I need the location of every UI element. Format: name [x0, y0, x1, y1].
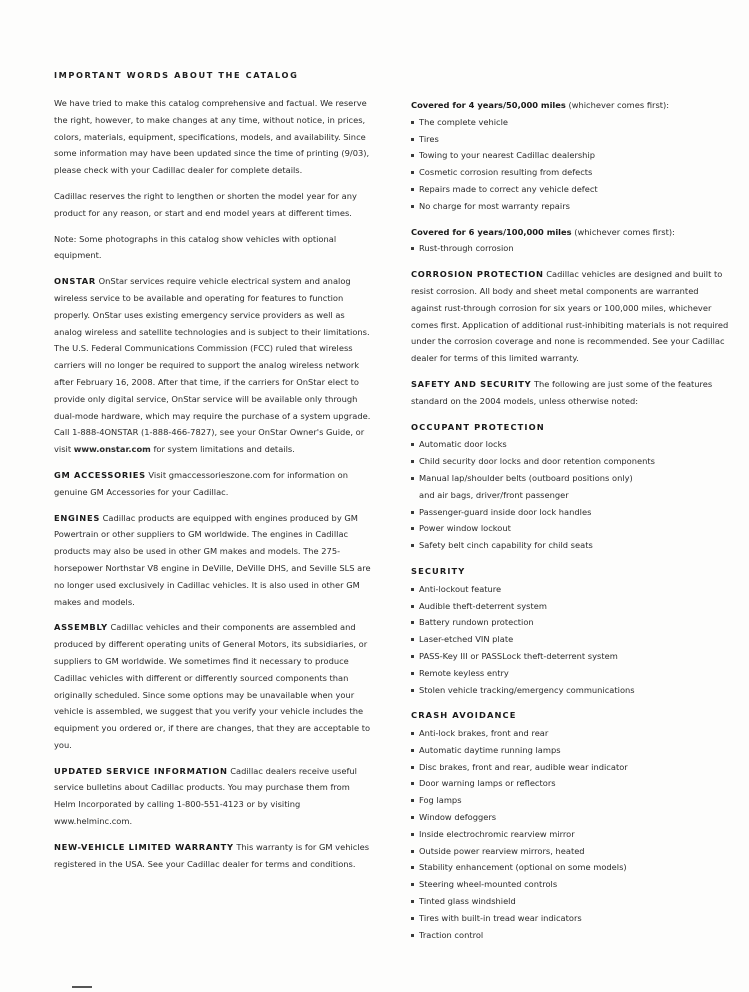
occupant-protection-heading: OCCUPANT PROTECTION — [411, 421, 545, 432]
list-item: Stability enhancement (optional on some models) — [411, 859, 731, 876]
list-item: Disc brakes, front and rear, audible wear indicator — [411, 759, 731, 776]
list-item: Stolen vehicle tracking/emergency communications — [411, 682, 731, 699]
security-list — [411, 581, 731, 699]
list-item: Steering wheel-mounted controls — [411, 876, 731, 893]
service-info-label: UPDATED SERVICE INFORMATION — [54, 765, 228, 776]
assembly-label: ASSEMBLY — [54, 622, 108, 633]
page-corner-mark — [72, 986, 92, 988]
accessories-label: GM ACCESSORIES — [54, 469, 146, 480]
crash-avoidance-list — [411, 725, 731, 943]
list-item: PASS-Key III or PASSLock theft-deterrent system — [411, 648, 731, 665]
safety-section — [411, 376, 731, 410]
right-column — [411, 97, 731, 952]
list-item: Automatic door locks — [411, 436, 731, 453]
list-item: Child security door locks and door retention components — [411, 453, 731, 470]
list-item: Anti-lockout feature — [411, 581, 731, 598]
list-item: Repairs made to correct any vehicle defect — [411, 181, 731, 198]
list-item: Rust-through corrosion — [411, 240, 731, 257]
engines-section — [54, 510, 374, 611]
warranty-section — [54, 839, 374, 873]
warranty-label: NEW-VEHICLE LIMITED WARRANTY — [54, 841, 234, 852]
engines-label: ENGINES — [54, 512, 100, 523]
coverage-6yr-list — [411, 240, 731, 257]
safety-label: SAFETY AND SECURITY — [411, 378, 532, 389]
onstar-link[interactable]: www.onstar.com — [73, 444, 151, 455]
assembly-text: Cadillac vehicles and their components are assembled and produced by different operating units of General Motors, its subsidiaries, or suppliers to GM worldwide. We sometimes find it necessary to produce Cadillac vehicles with different or differently sourced components than originally scheduled. Since some options may be unavailable when your vehicle is assembled, we suggest that you verify your vehicle includes the equipment you ordered or, if there are changes, that they are acceptable to you. — [54, 622, 371, 750]
assembly-section — [54, 619, 374, 753]
list-item: Power window lockout — [411, 520, 731, 537]
onstar-label: ONSTAR — [54, 276, 96, 287]
list-item: No charge for most warranty repairs — [411, 198, 731, 215]
coverage-4yr-label: Covered for 4 years/50,000 miles — [411, 100, 566, 110]
list-item: Traction control — [411, 927, 731, 944]
coverage-6yr-note: (whichever comes first): — [574, 226, 675, 237]
list-item: Tinted glass windshield — [411, 893, 731, 910]
list-item — [411, 470, 731, 504]
intro-paragraph: We have tried to make this catalog comprehensive and factual. We reserve the right, however, to make changes at any time, without notice, in prices, colors, materials, equipment, specifications, models, and availability. Since some information may have been updated since the time of printing (9/03), please check with your Cadillac dealer for complete details. — [54, 98, 370, 176]
list-item: Safety belt cinch capability for child seats — [411, 537, 731, 554]
coverage-4yr-list — [411, 114, 731, 215]
coverage-6yr-label: Covered for 6 years/100,000 miles — [411, 226, 572, 237]
list-item-continuation: and air bags, driver/front passenger — [419, 489, 569, 500]
onstar-text: OnStar services require vehicle electrical system and analog wireless service to be available and operating for features to function properly. OnStar uses existing emergency service providers as well as analog wireless and satellite technologies and is subject to their limitations. The U.S. Federal Communications Commission (FCC) ruled that wireless carriers will no longer be required to support the analog wireless network after February 16, 2008. After that time, if the carriers for OnStar elect to provide only digital service, OnStar service will be available only through dual-mode hardware, which may require the purchase of a system upgrade. Call 1-888-4ONSTAR (1-888-466-7827), see your OnStar Owner's Guide, or visit — [54, 276, 371, 455]
list-item: Passenger-guard inside door lock handles — [411, 504, 731, 521]
list-item: Tires with built-in tread wear indicators — [411, 910, 731, 927]
list-item: Outside power rearview mirrors, heated — [411, 843, 731, 860]
onstar-section — [54, 273, 374, 458]
page-title: IMPORTANT WORDS ABOUT THE CATALOG — [54, 70, 299, 80]
list-item: Inside electrochromic rearview mirror — [411, 826, 731, 843]
warranty-text: This warranty is for GM vehicles registered in the USA. See your Cadillac dealer for terms and conditions. — [54, 841, 370, 869]
list-item: Towing to your nearest Cadillac dealership — [411, 147, 731, 164]
coverage-6yr-heading — [411, 224, 731, 241]
corrosion-section — [411, 266, 731, 367]
list-item: Window defoggers — [411, 809, 731, 826]
list-item: The complete vehicle — [411, 114, 731, 131]
list-item: Automatic daytime running lamps — [411, 742, 731, 759]
corrosion-text: Cadillac vehicles are designed and built to resist corrosion. All body and sheet metal components are warranted against rust-through corrosion for six years or 100,000 miles, whichever comes first. Application of additional rust-inhibiting materials is not required under the corrosion coverage and none is recommended. See your Cadillac dealer for terms of this limited warranty. — [411, 269, 729, 364]
list-item: Remote keyless entry — [411, 665, 731, 682]
service-info-text: Cadillac dealers receive useful service bulletins about Cadillac products. You may purchase them from Helm Incorporated by calling 1-800-551-4123 or by visiting www.helminc.com. — [54, 765, 357, 827]
list-item: Battery rundown protection — [411, 614, 731, 631]
safety-text: The following are just some of the features standard on the 2004 models, unless otherwise noted: — [411, 378, 713, 406]
corrosion-label: CORROSION PROTECTION — [411, 269, 544, 280]
list-item: Tires — [411, 131, 731, 148]
photo-note-paragraph: Note: Some photographs in this catalog show vehicles with optional equipment. — [54, 233, 337, 261]
coverage-4yr-heading — [411, 97, 731, 114]
list-item: Cosmetic corrosion resulting from defects — [411, 164, 731, 181]
security-heading: SECURITY — [411, 565, 466, 576]
list-item: Anti-lock brakes, front and rear — [411, 725, 731, 742]
model-year-paragraph: Cadillac reserves the right to lengthen or shorten the model year for any product for any reason, or start and end model years at different times. — [54, 190, 357, 218]
left-column — [54, 95, 374, 881]
list-item: Door warning lamps or reflectors — [411, 775, 731, 792]
onstar-tail-text: for system limitations and details. — [153, 444, 295, 455]
coverage-4yr-note: (whichever comes first): — [568, 100, 670, 110]
list-item: Audible theft-deterrent system — [411, 598, 731, 615]
accessories-section — [54, 467, 374, 501]
list-item: Laser-etched VIN plate — [411, 631, 731, 648]
list-item-text: Manual lap/shoulder belts (outboard positions only) — [419, 472, 633, 483]
engines-text: Cadillac products are equipped with engines produced by GM Powertrain or other suppliers to GM worldwide. The engines in Cadillac products may also be used in other GM makes and models. The 275-horsepower Northstar V8 engine in DeVille, DeVille DHS, and Seville SLS are no longer used exclusively in Cadillac vehicles. It is also used in other GM makes and models. — [54, 512, 371, 607]
occupant-protection-list — [411, 436, 731, 554]
service-info-section — [54, 763, 374, 830]
accessories-text: Visit gmaccessorieszone.com for information on genuine GM Accessories for your Cadillac. — [54, 469, 348, 497]
list-item: Fog lamps — [411, 792, 731, 809]
crash-avoidance-heading: CRASH AVOIDANCE — [411, 710, 517, 721]
